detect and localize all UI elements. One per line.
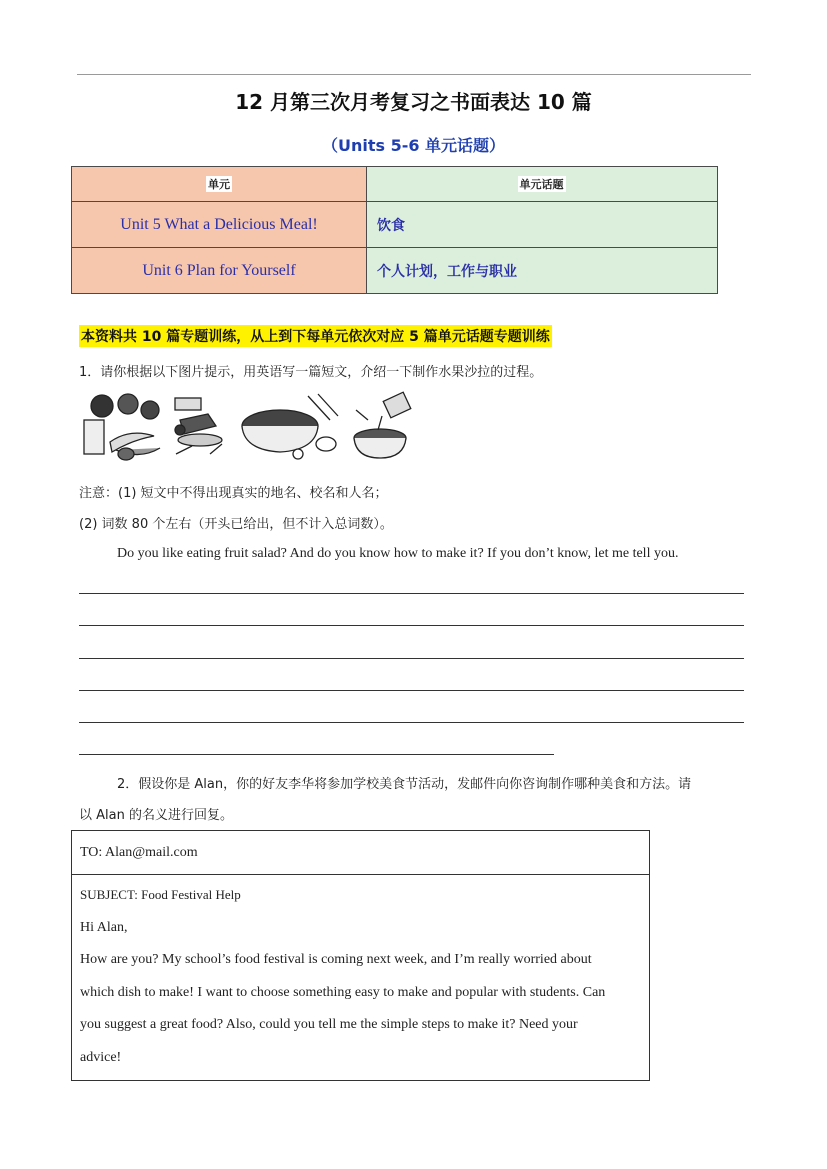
email-box [71, 830, 650, 1081]
q1-opening-sentence: Do you like eating fruit salad? And do you know how to make it? If you don’t know, let me tell you. [117, 546, 679, 561]
topic-cell: 个人计划，工作与职业 [367, 248, 718, 294]
writing-line [79, 658, 744, 659]
page-title: 12 月第三次月考复习之书面表达 10 篇 [235, 90, 592, 114]
email-greeting: Hi Alan, [80, 919, 128, 935]
email-body [72, 875, 650, 1081]
header-rule [77, 74, 751, 75]
cutting-fruit-image [175, 398, 222, 454]
mixing-bowl-image [242, 394, 338, 459]
email-line: How are you? My school’s food festival is coming next week, and I’m really worried about [80, 952, 592, 967]
email-line: which dish to make! I want to choose something easy to make and popular with students. Can [80, 984, 606, 1000]
header-topic: 单元话题 [367, 167, 718, 202]
table-row [72, 202, 718, 248]
q1-note-2: (2) 词数 80 个左右（开头已给出，但不计入总词数）。 [79, 517, 393, 532]
writing-line [79, 754, 554, 755]
unit-topic-table [71, 166, 718, 294]
email-subject: SUBJECT: Food Festival Help [80, 887, 241, 902]
email-to: TO: Alan@mail.com [72, 831, 650, 875]
table-header-row [72, 167, 718, 202]
q2-prompt-line-2: 以 Alan 的名义进行回复。 [79, 808, 233, 823]
email-line: advice! [80, 1049, 122, 1065]
notice-highlight: 本资料共 10 篇专题训练，从上到下每单元依次对应 5 篇单元话题专题训练 [79, 325, 552, 347]
q1-prompt: 1．请你根据以下图片提示，用英语写一篇短文，介绍一下制作水果沙拉的过程。 [79, 365, 543, 380]
q1-note-1: 注意：(1) 短文中不得出现真实的地名、校名和人名； [79, 486, 388, 501]
email-line: you suggest a great food? Also, could you tell me the simple steps to make it? Need your [80, 1017, 578, 1032]
writing-line [79, 625, 744, 626]
writing-line [79, 690, 744, 691]
page-subtitle: （Units 5-6 单元话题） [321, 136, 506, 155]
writing-line [79, 722, 744, 723]
unit-cell: Unit 6 Plan for Yourself [72, 248, 367, 294]
adding-dressing-image [354, 392, 411, 458]
q2-prompt-line-1: 2．假设你是 Alan，你的好友李华将参加学校美食节活动，发邮件向你咨询制作哪种美食和方法。请 [117, 777, 692, 792]
table-row [72, 248, 718, 294]
writing-line [79, 593, 744, 594]
topic-cell: 饮食 [367, 202, 718, 248]
header-unit: 单元 [72, 167, 367, 202]
unit-cell: Unit 5 What a Delicious Meal! [72, 202, 367, 248]
fruit-salad-steps-illustration [80, 390, 420, 464]
fruit-ingredients-image [84, 394, 160, 460]
